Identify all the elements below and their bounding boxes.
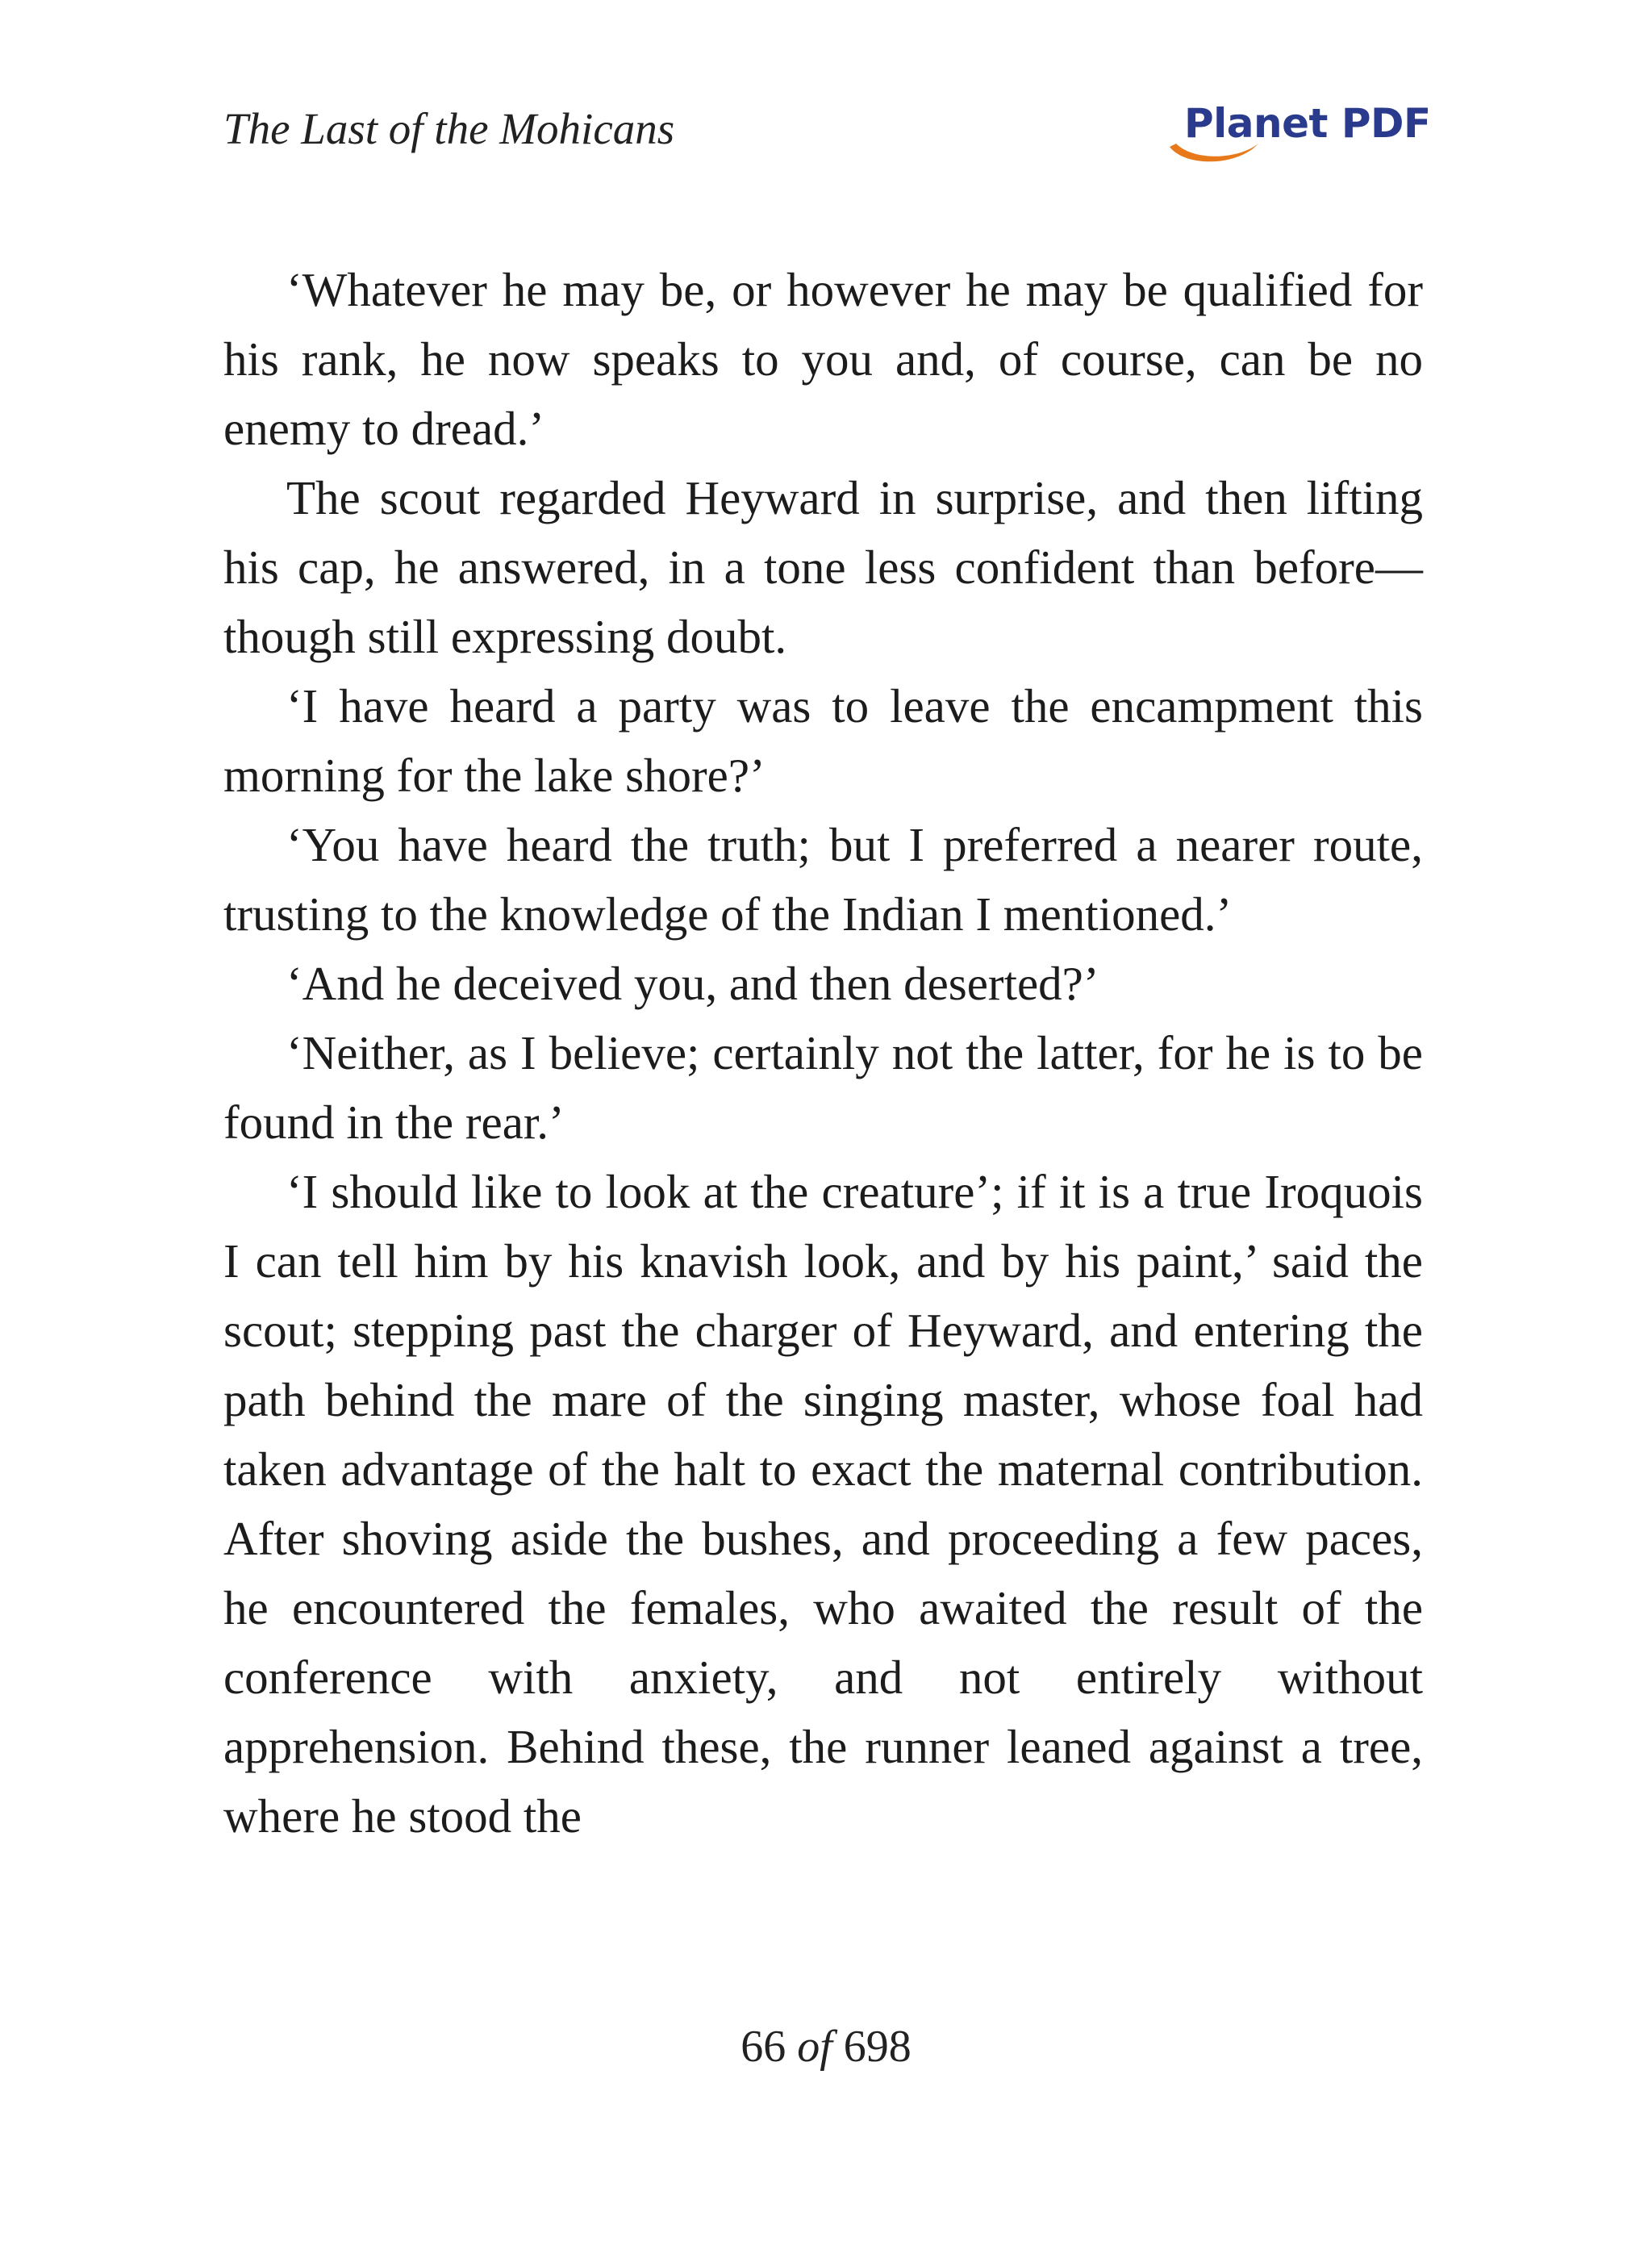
paragraph: ‘You have heard the truth; but I preferred a nearer route, trusting to the knowledge of the Indian I mentioned.’ — [223, 818, 1423, 941]
logo-text — [1184, 100, 1431, 147]
logo-word-planet: Planet — [1184, 100, 1328, 147]
paragraph: ‘Neither, as I believe; certainly not the latter, for he is to be found in the rear.’ — [223, 1026, 1423, 1149]
planet-pdf-logo — [1162, 97, 1431, 169]
total-pages: 698 — [843, 2022, 912, 2072]
paragraph: ‘Whatever he may be, or however he may be qualified for his rank, he now speaks to you and, of course, can be no enemy to dread.’ — [223, 263, 1423, 455]
paragraph: The scout regarded Heyward in surprise, and then lifting his cap, he answered, in a tone less confident than before— though still expressing doubt. — [223, 471, 1423, 663]
of-label: of — [797, 2022, 832, 2072]
logo-word-pdf: PDF — [1341, 100, 1431, 147]
paragraph: ‘I have heard a party was to leave the encampment this morning for the lake shore?’ — [223, 679, 1423, 802]
current-page: 66 — [740, 2022, 786, 2072]
book-title: The Last of the Mohicans — [223, 104, 675, 153]
page-number — [0, 2021, 1652, 2072]
paragraph: ‘And he deceived you, and then deserted?’ — [286, 957, 1099, 1010]
page-body — [223, 255, 1423, 1851]
paragraph: ‘I should like to look at the creature’; if it is a true Iroquois I can tell him by his knavish look, and by his paint,’ said the scout; stepping past the charger of Heyward, and entering the path behind the mare of the singing master, whose foal had taken advantage of the halt to exact the maternal contribution. After shoving aside the bushes, and proceeding a few paces, he encountered the females, who awaited the result of the conference with anxiety, and not entirely without apprehension. Behind these, the runner leaned against a tree, where he stood the — [223, 1165, 1423, 1843]
